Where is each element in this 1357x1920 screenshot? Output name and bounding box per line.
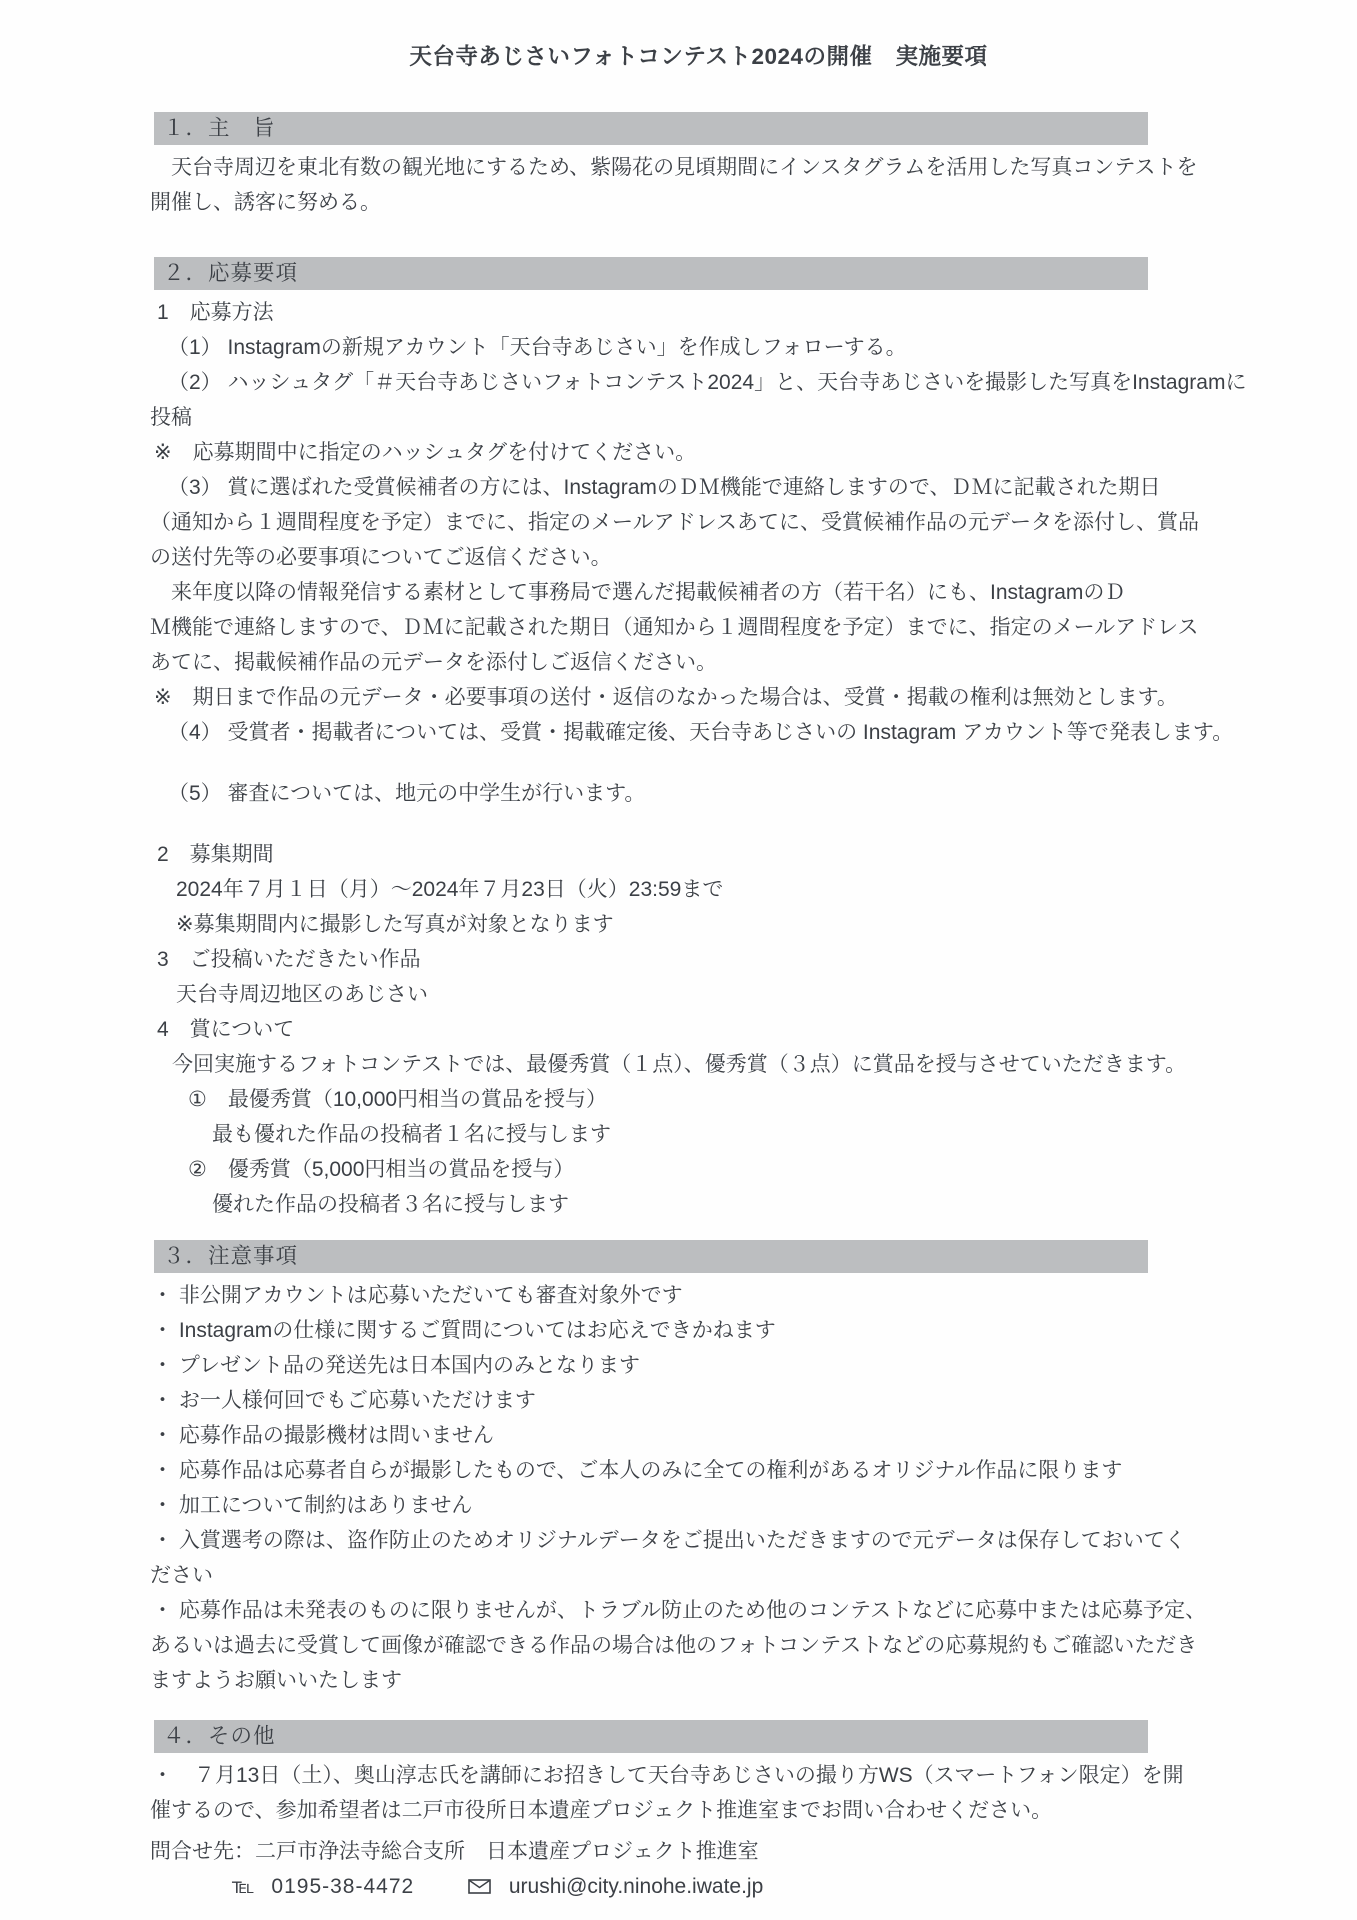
text-line: 今回実施するフォトコンテストでは、最優秀賞（１点）、優秀賞（３点）に賞品を授与させていただきます。 bbox=[172, 1053, 1187, 1076]
section-heading-oboyoko: ２．応募要項 bbox=[154, 257, 1148, 290]
list-item: ・ プレゼント品の発送先は日本国内のみとなります bbox=[152, 1354, 640, 1377]
text-line: 開催し、誘客に努める。 bbox=[150, 191, 381, 214]
text-line: ※ 応募期間中に指定のハッシュタグを付けてください。 bbox=[154, 441, 697, 464]
text-line: あてに、掲載候補作品の元データを添付しご返信ください。 bbox=[150, 651, 717, 674]
contact-row bbox=[232, 1869, 1247, 1905]
text-line: ださい bbox=[150, 1564, 213, 1587]
text-line: 来年度以降の情報発信する素材として事務局で選んだ掲載候補者の方（若干名）にも、InstagramのＤ bbox=[150, 581, 1126, 604]
text-line: 優れた作品の投稿者３名に授与します bbox=[212, 1193, 569, 1216]
text-line: （2） ハッシュタグ「＃天台寺あじさいフォトコンテスト2024」と、天台寺あじさいを撮影した写真をInstagramに bbox=[168, 371, 1247, 394]
list-item: ・ Instagramの仕様に関するご質問についてはお応えできかねます bbox=[152, 1319, 776, 1342]
text-line: Ｍ機能で連絡しますので、ＤＭに記載された期日（通知から１週間程度を予定）までに、指定のメールアドレス bbox=[150, 616, 1199, 639]
text-line: 2024年７月１日（月）～2024年７月23日（火）23:59まで bbox=[176, 878, 724, 901]
text-line: 最も優れた作品の投稿者１名に授与します bbox=[212, 1123, 611, 1146]
text-line: 天台寺周辺地区のあじさい bbox=[176, 983, 428, 1006]
text-line: 1 応募方法 bbox=[157, 301, 274, 324]
list-item: ・ 応募作品の撮影機材は問いません bbox=[152, 1424, 494, 1447]
text-line: （4） 受賞者・掲載者については、受賞・掲載確定後、天台寺あじさいの Instagram アカウント等で発表します。 bbox=[168, 721, 1234, 744]
text-line: 投稿 bbox=[150, 406, 192, 429]
section-heading-chui: ３．注意事項 bbox=[154, 1240, 1148, 1273]
contact-office-line: 問合せ先：二戸市浄法寺総合支所 日本遺産プロジェクト推進室 bbox=[150, 1840, 759, 1863]
text-line: 4 賞について bbox=[157, 1018, 295, 1041]
tel-icon: ℡ bbox=[232, 1875, 256, 1898]
text-line: （1） Instagramの新規アカウント「天台寺あじさい」を作成しフォローする。 bbox=[168, 336, 907, 359]
list-item: ・ 応募作品は未発表のものに限りませんが、トラブル防止のため他のコンテストなどに応募中または応募予定、 bbox=[152, 1599, 1207, 1622]
text-line: （3） 賞に選ばれた受賞候補者の方には、InstagramのＤＭ機能で連絡しますので、ＤＭに記載された期日 bbox=[168, 476, 1161, 499]
email-address[interactable]: urushi@city.ninohe.iwate.jp bbox=[508, 1875, 764, 1898]
list-item: ・ 入賞選考の際は、盗作防止のためオリジナルデータをご提出いただきますので元データは保存しておいてく bbox=[152, 1529, 1186, 1552]
text-line: 3 ご投稿いただきたい作品 bbox=[157, 948, 421, 971]
text-line: （5） 審査については、地元の中学生が行います。 bbox=[168, 782, 646, 805]
list-item: ・ ７月13日（土）、奥山淳志氏を講師にお招きして天台寺あじさいの撮り方WS（スマートフォン限定）を開 bbox=[152, 1764, 1184, 1787]
section-heading-sonota: ４．その他 bbox=[154, 1720, 1148, 1753]
document-title: 天台寺あじさいフォトコンテスト2024の開催 実施要項 bbox=[409, 44, 988, 69]
text-line: 天台寺周辺を東北有数の観光地にするため、紫陽花の見頃期間にインスタグラムを活用した写真コンテストを bbox=[150, 156, 1198, 179]
list-item: ・ お一人様何回でもご応募いただけます bbox=[152, 1389, 536, 1412]
text-line: （通知から１週間程度を予定）までに、指定のメールアドレスあてに、受賞候補作品の元データを添付し、賞品 bbox=[150, 511, 1199, 534]
phone-number: 0195-38-4472 bbox=[271, 1875, 415, 1898]
envelope-icon bbox=[468, 1870, 491, 1905]
list-item: ・ 応募作品は応募者自らが撮影したもので、ご本人のみに全ての権利があるオリジナル作品に限ります bbox=[152, 1459, 1123, 1482]
text-line: の送付先等の必要事項についてご返信ください。 bbox=[150, 546, 612, 569]
list-item: ・ 非公開アカウントは応募いただいても審査対象外です bbox=[152, 1284, 683, 1307]
text-line: ① 最優秀賞（10,000円相当の賞品を授与） bbox=[188, 1088, 608, 1111]
text-line: ※募集期間内に撮影した写真が対象となります bbox=[176, 913, 614, 936]
list-item: ・ 加工について制約はありません bbox=[152, 1494, 473, 1517]
section-heading-shushi: １．主 旨 bbox=[154, 112, 1148, 145]
text-line: あるいは過去に受賞して画像が確認できる作品の場合は他のフォトコンテストなどの応募規約もご確認いただき bbox=[150, 1634, 1198, 1657]
text-line: 催するので、参加希望者は二戸市役所日本遺産プロジェクト推進室までお問い合わせください。 bbox=[150, 1799, 1053, 1822]
text-line: ※ 期日まで作品の元データ・必要事項の送付・返信のなかった場合は、受賞・掲載の権利は無効とします。 bbox=[154, 686, 1178, 709]
text-line: 2 募集期間 bbox=[157, 843, 274, 866]
text-line: ますようお願いいたします bbox=[150, 1669, 402, 1692]
text-line: ② 優秀賞（5,000円相当の賞品を授与） bbox=[188, 1158, 575, 1181]
